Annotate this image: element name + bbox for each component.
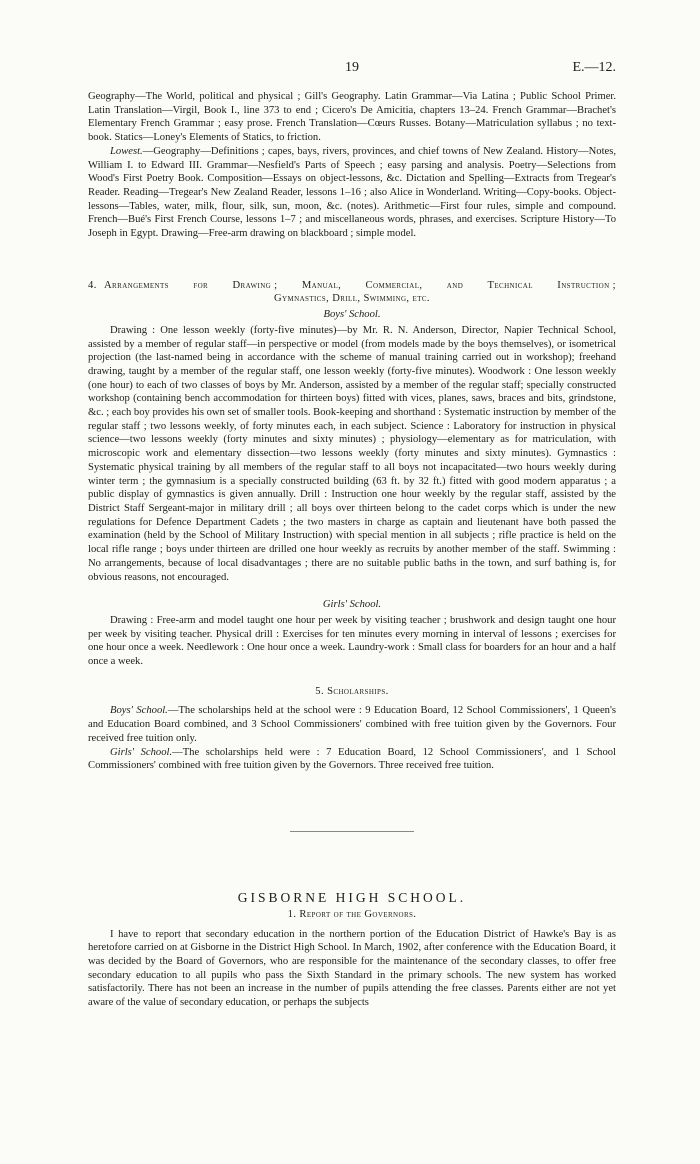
boys-scholarships-text: —The scholarships held at the school were : 9 Education Board, 12 School Commissioners', 1 Queen's and Education Board combined, and 3 School Commissioners' combined with free tuition given by the Governors. Four received free tuition only. <box>88 705 616 744</box>
girls-school-heading: Girls' School. <box>322 599 382 611</box>
title-word: Manual, <box>301 279 342 291</box>
report-heading: 1. Report of the Governors. <box>287 908 417 920</box>
title-word: Drawing ; <box>232 279 278 291</box>
section-5-heading: 5. Scholarships. <box>315 685 389 697</box>
section-4-title-line-2: Gymnastics, Drill, Swimming, etc. <box>274 293 430 305</box>
title-word: Technical <box>487 279 533 291</box>
section-4-title-line-1 <box>104 279 616 293</box>
lowest-text: —Geography—Definitions ; capes, bays, rivers, provinces, and chief towns of New Zealand. History—Notes, William I. to Edward III. Grammar—Nesfield's Parts of Speech ; easy parsing and analysis. Poetry—Selections from Wood's First Poetry Book. Composition—Essays on object-lessons, &c. Dictation and Spelling—Extracts from Tregear's Reader. Reading—Tregear's New Zealand Reader, lessons 1–16 ; also Alice in Wonderland. Writing—Copy-books. Object-lessons—Tables, water, milk, flour, silk, sun, moon, &c. (notes). Arithmetic—First four rules, simple and compound. French—Bué's First French Course, lessons 1–7 ; and miscellaneous words, phrases, and exercises. Scripture History—To Joseph in Egypt. Drawing—Free-arm drawing on blackboard ; simple model. <box>88 145 616 240</box>
title-word: for <box>193 279 209 291</box>
gisborne-title: GISBORNE HIGH SCHOOL. <box>237 889 467 905</box>
boys-scholarships-paragraph <box>88 704 616 745</box>
page-number: 19 <box>345 60 359 75</box>
document-page <box>88 60 616 1010</box>
curriculum-paragraph: Geography—The World, political and physical ; Gill's Geography. Latin Grammar—Via Latina ; Public School Primer. Latin Translation—Virgil, Book I., line 373 to end ; Cicero's De Amicitia, chapters 13–24. French Grammar—Brachet's Elementary French Grammar ; easy prose. French Translation—Cœurs Russes. Botany—Matriculation syllabus ; no text-book. Statics—Loney's Elements of Statics, to friction. <box>88 91 616 144</box>
boys-arrangements-paragraph: Drawing : One lesson weekly (forty-five minutes)—by Mr. R. N. Anderson, Director, Napier Technical School, assisted by a member of regular staff—in perspective or model (from models made by the boys themselves), or isometrical projection (the last-named being in accordance with the scheme of manual training carried out in workshop); freehand drawing, taught by a member of the regular staff, one lesson weekly (forty-five minutes). Woodwork : One lesson weekly (one hour) to each of two classes of boys by Mr. Anderson, assisted by a member of the regular staff; specially constructed workshop (containing bench accommodation for thirteen boys) fitted with vices, planes, saws, braces and bits, grindstone, &c. ; each boy provides his own set of smaller tools. Book-keeping and shorthand : Systematic instruction by member of the regular staff ; two lessons weekly, of forty minutes each, in each subject. Science : Laboratory for instruction in physical science—two lessons weekly (forty minutes and sixty minutes) ; physiology—elementary as for matriculation, with microscopic work and elementary dissection—two lessons weekly (forty minutes and sixty minutes). Gymnastics : Systematic physical training by all members of the regular staff to all boys not incapacitated—two hours weekly during winter term ; the gymnasium is a specially constructed building (63 ft. by 32 ft.) fitted with good modern apparatus ; a public display of gymnastics is given annually. Drill : Instruction one hour weekly by the regular staff, assisted by the District Staff Sergeant-major in military drill ; all boys over thirteen belong to the cadet corps which is under the new regulations for Defence Department Cadets ; the two masters in charge as captain and lieutenant have both passed the examination (held by the School of Military Instruction) with special mention in all subjects ; rifle practice is held on the local rifle range ; boys under thirteen are drilled one hour weekly as recruits by another member of the staff. Swimming : No arrangements, because of local disadvantages ; there are no suitable public baths in the town, and surf bathing is, for obvious reasons, not encouraged. <box>88 324 616 583</box>
lowest-label: Lowest. <box>110 145 143 157</box>
section-4-number: 4. <box>88 279 97 291</box>
title-word: Instruction ; <box>557 279 616 291</box>
girls-scholarships-text: —The scholarships held were : 7 Education Board, 12 School Commissioners', and 1 School Commissioners' combined with free tuition given by the Governors. Three received free tuition. <box>88 746 617 772</box>
boys-school-label: Boys' School. <box>110 705 168 717</box>
lowest-form-paragraph <box>88 145 616 241</box>
running-head <box>88 60 616 90</box>
girls-school-label: Girls' School. <box>110 746 173 758</box>
title-word: Commercial, <box>365 279 423 291</box>
title-word: and <box>446 279 464 291</box>
section-4-heading <box>88 279 616 293</box>
title-word: Arrangements <box>104 279 169 291</box>
girls-scholarships-paragraph <box>88 746 616 773</box>
page-reference: E.—12. <box>572 60 616 75</box>
boys-school-heading: Boys' School. <box>323 309 381 321</box>
girls-arrangements-paragraph: Drawing : Free-arm and model taught one hour per week by visiting teacher ; brushwork and design taught one hour per week by visiting teacher. Physical drill : Exercises for ten minutes every morning in interval of lessons ; exercises for one hour once a week. Needlework : One hour once a week. Laundry-work : Small class for boarders for an hour and a half once a week. <box>88 614 616 668</box>
governors-report-paragraph: I have to report that secondary education in the northern portion of the Education District of Hawke's Bay is as heretofore carried on at Gisborne in the District High School. In March, 1902, after conference with the Education Board, it was decided by the Board of Governors, who are responsible for the maintenance of the secondary classes, to offer free secondary education to all pupils who pass the Sixth Standard in the primary schools. The new system has worked satisfactorily. There has not been an increase in the number of pupils attending the free classes. Parents either are not yet aware of the value of secondary education, or perhaps the subjects <box>88 928 616 1009</box>
